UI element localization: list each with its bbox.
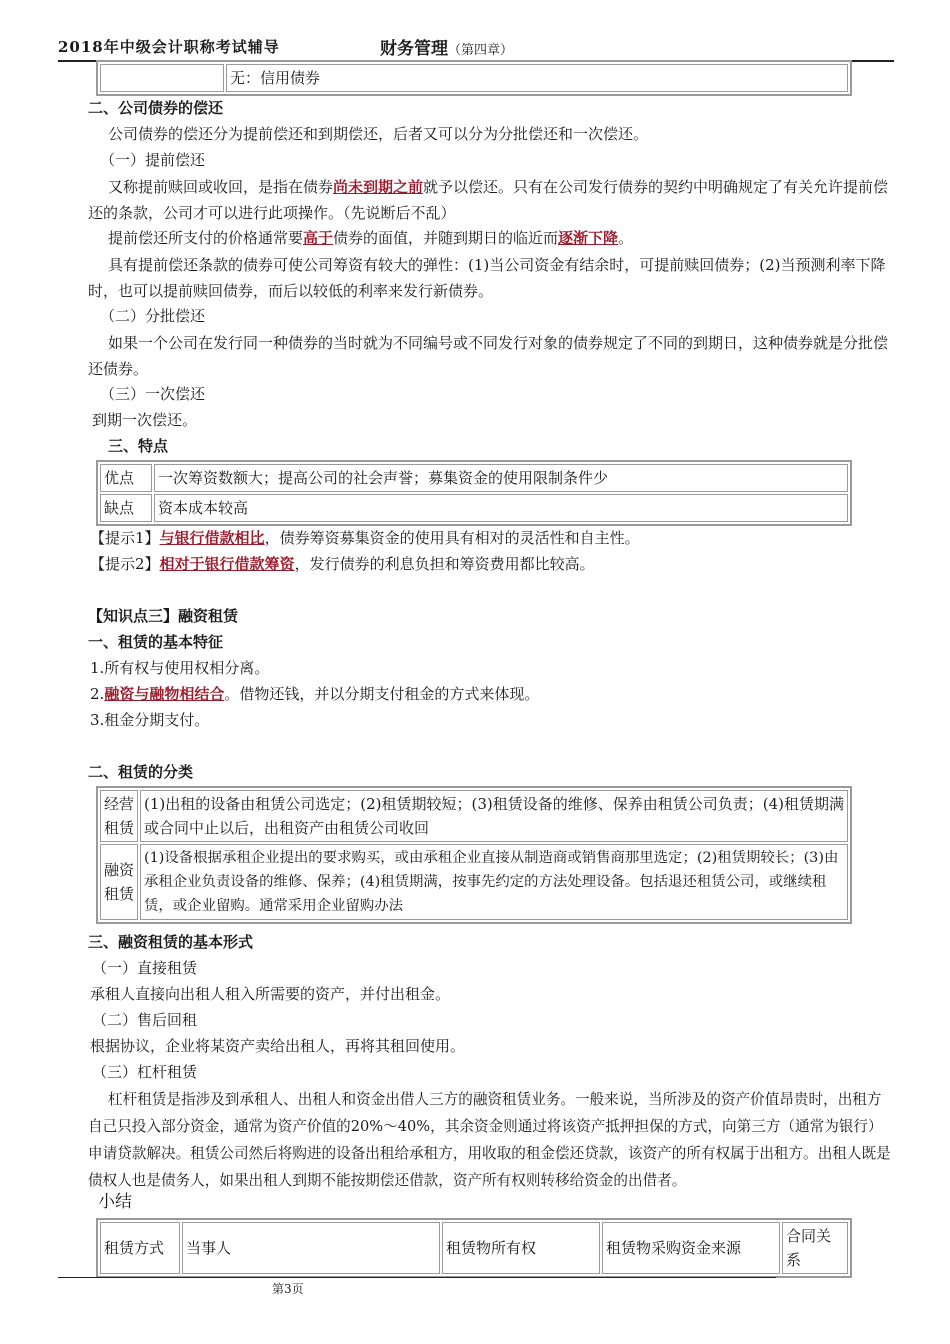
text: 。	[618, 229, 634, 247]
page-header	[58, 34, 894, 62]
para-early-definition	[88, 174, 894, 226]
text: 。借物还钱，并以分期支付租金的方式来体现。	[224, 685, 540, 703]
table-cell: 经营租赁	[100, 790, 138, 842]
table-header-cell: 租赁物采购资金来源	[602, 1222, 780, 1274]
list-item: 3.租金分期支付。	[90, 711, 210, 729]
top-table	[96, 60, 852, 96]
table-header-cell: 合同关系	[782, 1222, 848, 1274]
para-early-flexibility	[88, 252, 894, 304]
table-header-cell: 当事人	[182, 1222, 440, 1274]
text: 【提示2】	[90, 555, 160, 573]
knowledge-point-title: 【知识点三】融资租赁	[88, 607, 239, 625]
highlight: 与银行借款相比	[159, 529, 265, 547]
header-course: 2018年中级会计职称考试辅导	[58, 38, 280, 56]
section-heading-basic-features: 一、租赁的基本特征	[88, 633, 224, 651]
highlight: 逐渐下降	[558, 229, 619, 247]
para-leveraged	[88, 1086, 894, 1194]
table-cell: 优点	[100, 464, 152, 492]
table-cell: 融资租赁	[100, 844, 138, 920]
top-table-cell-1	[100, 64, 224, 92]
sub-heading-batch: （二）分批偿还	[100, 307, 206, 325]
table-row	[100, 1222, 848, 1274]
text: 杠杆租赁是指涉及到承租人、出租人和资金出借人三方的融资租赁业务。一般来说，当所涉及的资产价值昂贵时，出租方自己只投入部分资金，通常为资产价值的20%～40%，其余资金则通过将该资产抵押担保的方式，向第三方（通常为银行）申请贷款解决。租赁公司然后将购进的设备出租给承租方，用收取的租金偿还贷款，该资产的所有权属于出租方。出租人既是债权人也是债务人，如果出租人到期不能按期偿还借款，资产所有权则转移给资金的出借者。	[88, 1091, 891, 1189]
table-header-cell: 租赁方式	[100, 1222, 180, 1274]
header-subject: 财务管理	[380, 39, 448, 59]
sub-heading-direct: （一）直接租赁	[92, 959, 198, 977]
para-batch	[88, 330, 894, 382]
header-title	[380, 34, 513, 59]
text: 【提示1】	[90, 529, 160, 547]
table-header-cell: 租赁物所有权	[442, 1222, 600, 1274]
table-cell: 资本成本较高	[154, 494, 848, 522]
text: 又称提前赎回或收回，是指在债券	[108, 178, 334, 196]
table-row	[100, 844, 848, 920]
sub-heading-early: （一）提前偿还	[100, 151, 206, 169]
lease-classification-table	[96, 786, 852, 924]
page-number: 第3页	[272, 1282, 304, 1296]
text: 如果一个公司在发行同一种债券的当时就为不同编号或不同发行对象的债券规定了不同的到期日，这种债券就是分批偿还债券。	[88, 334, 889, 378]
section-heading-features: 三、特点	[108, 437, 169, 455]
table-cell: (1)设备根据承租企业提出的要求购买，或由承租企业直接从制造商或销售商那里选定；(2)租赁期较长；(3)由承租企业负责设备的维修、保养；(4)租赁期满，按事先约定的方法处理设备。包括退还租赁公司，或继续租赁，或企业留购。通常采用企业留购办法	[140, 844, 848, 920]
text: 具有提前偿还条款的债券可使公司筹资有较大的弹性：(1)当公司资金有结余时，可提前赎回债券；(2)当预测利率下降时，也可以提前赎回债券，而后以较低的利率来发行新债券。	[88, 256, 886, 300]
section-heading-classification: 二、租赁的分类	[88, 763, 194, 781]
tip-1	[90, 526, 894, 550]
section-heading-forms: 三、融资租赁的基本形式	[88, 933, 254, 951]
highlight: 融资与融物相结合	[104, 685, 225, 703]
summary-table	[96, 1218, 852, 1278]
para-direct: 承租人直接向出租人租入所需要的资产，并付出租金。	[90, 985, 451, 1003]
top-table-cell-2: 无：信用债券	[226, 64, 848, 92]
list-item: 1.所有权与使用权相分离。	[90, 659, 270, 677]
section-heading-repayment: 二、公司债券的偿还	[88, 99, 224, 117]
repayment-intro: 公司债券的偿还分为提前偿还和到期偿还，后者又可以分为分批偿还和一次偿还。	[108, 125, 649, 143]
table-row	[100, 790, 848, 842]
para-leaseback: 根据协议，企业将某资产卖给出租人，再将其租回使用。	[90, 1037, 466, 1055]
summary-label: 小结	[98, 1192, 132, 1212]
tip-2	[90, 552, 894, 576]
table-cell: 一次筹资数额大；提高公司的社会声誉；募集资金的使用限制条件少	[154, 464, 848, 492]
table-cell: 缺点	[100, 494, 152, 522]
highlight: 高于	[303, 229, 334, 247]
text: 提前偿还所支付的价格通常要	[108, 229, 304, 247]
sub-heading-single: （三）一次偿还	[100, 385, 206, 403]
para-early-price	[108, 226, 894, 250]
highlight: 尚未到期之前	[333, 178, 424, 196]
sub-heading-leveraged: （三）杠杆租赁	[92, 1063, 198, 1081]
table-row	[100, 494, 848, 522]
text: 2.	[90, 685, 105, 703]
text: 就予以偿还。只有在公司发行债券的契约中明确规定了有关允许提前偿还的条款，公司才可以进行此项操作。（先说断后不乱）	[88, 178, 889, 222]
list-item	[90, 682, 894, 706]
table-row	[100, 464, 848, 492]
text: 债券的面值，并随到期日的临近而	[333, 229, 559, 247]
text: ，债券筹资募集资金的使用具有相对的灵活性和自主性。	[264, 529, 640, 547]
text: ，发行债券的利息负担和筹资费用都比较高。	[294, 555, 595, 573]
sub-heading-leaseback: （二）售后回租	[92, 1011, 198, 1029]
features-table	[96, 460, 852, 526]
para-single: 到期一次偿还。	[92, 411, 198, 429]
highlight: 相对于银行借款筹资	[159, 555, 295, 573]
table-cell: (1)出租的设备由租赁公司选定；(2)租赁期较短；(3)租赁设备的维修、保养由租赁公司负责；(4)租赁期满或合同中止以后，出租资产由租赁公司收回	[140, 790, 848, 842]
footer-divider	[58, 1277, 776, 1278]
header-chapter: （第四章）	[448, 43, 514, 58]
